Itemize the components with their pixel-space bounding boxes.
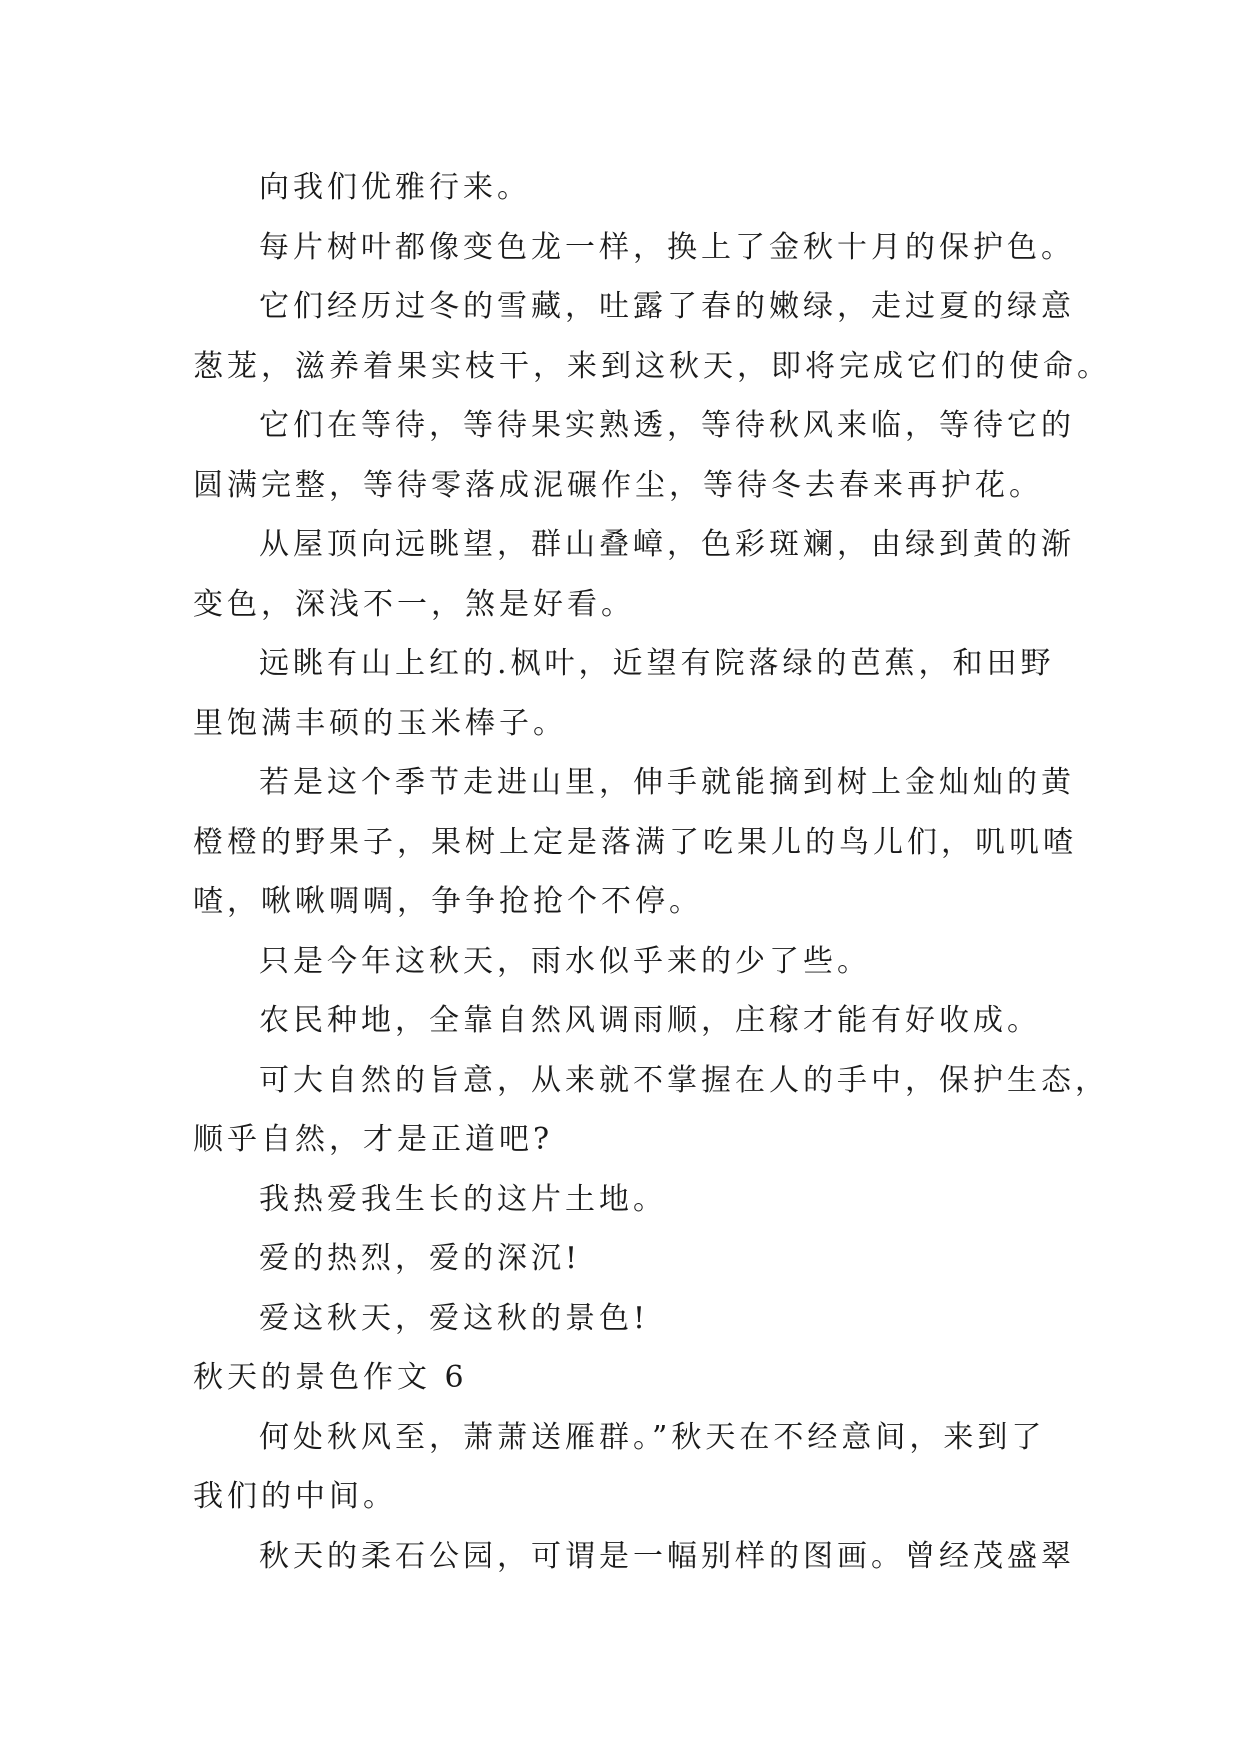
section-heading: 秋天的景色作文 6: [193, 1360, 468, 1395]
text-line: 向我们优雅行来。: [259, 170, 531, 205]
text-line: 每片树叶都像变色龙一样，换上了金秋十月的保护色。: [259, 229, 1075, 265]
text-line: 圆满完整，等待零落成泥碾作尘，等待冬去春来再护花。: [193, 467, 1043, 503]
text-line: 爱这秋天，爱这秋的景色!: [259, 1300, 650, 1336]
text-line: 秋天的柔石公园，可谓是一幅别样的图画。曾经茂盛翠: [259, 1538, 1075, 1574]
text-line: 我热爱我生长的这片土地。: [259, 1181, 667, 1217]
text-line: 它们在等待，等待果实熟透，等待秋风来临，等待它的: [259, 408, 1075, 443]
text-line: 何处秋风至，萧萧送雁群。”秋天在不经意间，来到了: [259, 1419, 1046, 1455]
text-line: 农民种地，全靠自然风调雨顺，庄稼才能有好收成。: [259, 1003, 1041, 1038]
text-line: 葱茏，滋养着果实枝干，来到这秋天，即将完成它们的使命。: [193, 348, 1111, 384]
text-line: 我们的中间。: [193, 1479, 397, 1514]
text-line: 它们经历过冬的雪藏，吐露了春的嫩绿，走过夏的绿意: [259, 289, 1075, 324]
text-line: 喳，啾啾啁啁，争争抢抢个不停。: [193, 884, 703, 919]
text-line: 里饱满丰硕的玉米棒子。: [193, 705, 567, 741]
text-line: 可大自然的旨意，从来就不掌握在人的手中，保护生态，: [259, 1062, 1109, 1098]
text-line: 顺乎自然，才是正道吧?: [193, 1122, 554, 1157]
text-line: 变色，深浅不一，煞是好看。: [193, 586, 635, 622]
text-line: 从屋顶向远眺望，群山叠嶂，色彩斑斓，由绿到黄的渐: [259, 527, 1075, 562]
text-line: 若是这个季节走进山里，伸手就能摘到树上金灿灿的黄: [259, 765, 1075, 800]
text-line: 只是今年这秋天，雨水似乎来的少了些。: [259, 943, 871, 979]
text-line: 爱的热烈，爱的深沉!: [259, 1241, 582, 1276]
text-line: 远眺有山上红的.枫叶，近望有院落绿的芭蕉，和田野: [259, 646, 1055, 681]
text-line: 橙橙的野果子，果树上定是落满了吃果儿的鸟儿们，叽叽喳: [193, 824, 1077, 860]
document-body: [193, 158, 1111, 1586]
